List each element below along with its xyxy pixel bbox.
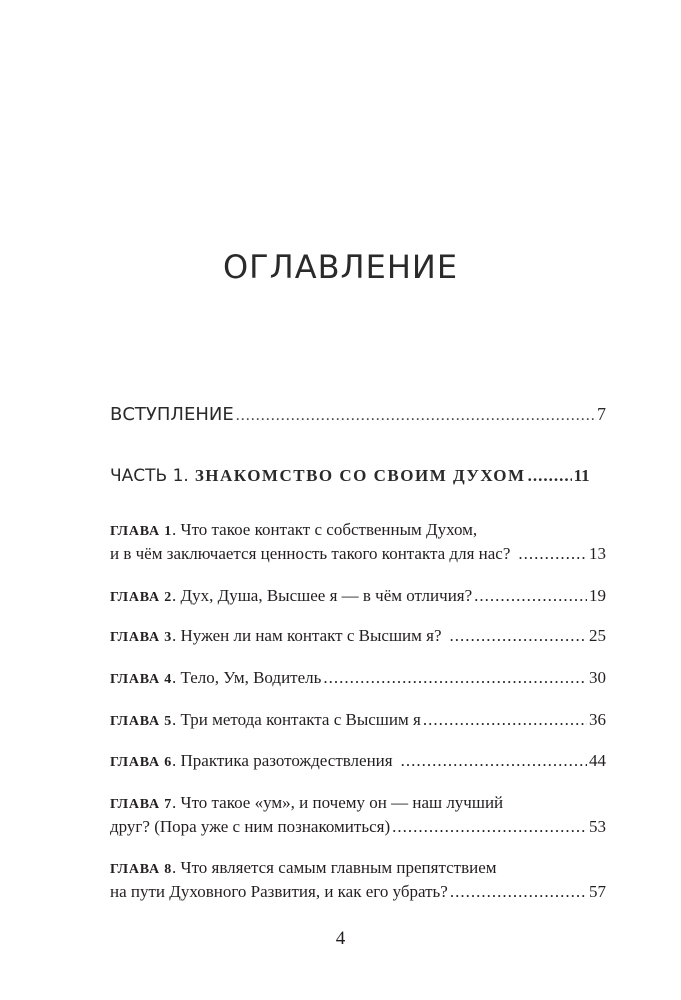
chapter-page-number: 57 — [589, 882, 606, 901]
page-number: 4 — [335, 928, 346, 949]
toc-entry-chapter-6[interactable]: ГЛАВА 6. Практика разотождествления ..... 44 — [110, 751, 606, 771]
toc-entry-chapter-8-line1[interactable]: ГЛАВА 8. Что является самым главным препятствием — [110, 858, 497, 877]
chapter-title: Три метода контакта с Высшим я — [180, 710, 421, 729]
chapter-title: Нужен ли нам контакт с Высшим я? — [180, 626, 442, 645]
toc-entry-chapter-7-line1[interactable]: ГЛАВА 7. Что такое «ум», и почему он — наш лучший — [110, 793, 504, 812]
chapter-title: Тело, Ум, Водитель — [180, 668, 322, 687]
chapter-page-number: 53 — [589, 817, 606, 836]
chapter-label: ГЛАВА 1 — [110, 524, 173, 539]
part-name: ЗНАКОМСТВО СО СВОИМ ДУХОМ — [194, 466, 526, 485]
part-page-number: 11 — [573, 466, 590, 485]
toc-entry-chapter-1-line1[interactable]: ГЛАВА 1. Что такое контакт с собственным Духом, — [110, 520, 478, 539]
toc-entry-chapter-5[interactable]: ГЛАВА 5. Три метода контакта с Высшим я ..... 36 — [110, 710, 606, 730]
chapter-label: ГЛАВА 4 — [110, 672, 173, 687]
chapter-title-line2: на пути Духовного Развития, и как его убрать? — [110, 882, 448, 901]
chapter-title: Практика разотождествления — [180, 751, 393, 770]
chapter-label: ГЛАВА 8 — [110, 862, 173, 877]
chapter-label: ГЛАВА 6 — [110, 755, 173, 770]
chapter-title-line1: Что такое контакт с собственным Духом, — [180, 520, 478, 539]
toc-entry-intro[interactable] — [110, 404, 606, 425]
chapter-title: Дух, Душа, Высшее я — в чём отличия? — [180, 586, 473, 605]
chapter-page-number: 44 — [589, 751, 606, 770]
toc-entry-chapter-8-line2[interactable] — [110, 882, 606, 902]
leader-dots — [236, 407, 595, 425]
toc-entry-chapter-1-line2[interactable] — [110, 544, 606, 564]
intro-label: ВСТУПЛЕНИЕ — [110, 404, 234, 425]
toc-entry-chapter-2[interactable]: ГЛАВА 2. Дух, Душа, Высшее я — в чём отличия? ..... 19 — [110, 586, 606, 606]
chapter-page-number: 25 — [589, 626, 606, 645]
leader-dots — [474, 586, 587, 606]
leader-dots — [423, 710, 587, 730]
leader-dots — [528, 466, 572, 486]
chapter-label: ГЛАВА 5 — [110, 714, 173, 729]
part-label: ЧАСТЬ 1. — [110, 466, 189, 486]
page-title: ОГЛАВЛЕНИЕ — [222, 248, 459, 286]
chapter-page-number: 36 — [589, 710, 606, 729]
toc-entry-chapter-7-line2[interactable] — [110, 817, 606, 837]
leader-dots — [392, 817, 587, 837]
chapter-title-line1: Что такое «ум», и почему он — наш лучший — [180, 793, 504, 812]
leader-dots — [518, 544, 587, 564]
leader-dots — [450, 626, 587, 646]
chapter-page-number: 30 — [589, 668, 606, 687]
chapter-label: ГЛАВА 2 — [110, 590, 173, 605]
leader-dots — [401, 751, 587, 771]
toc-entry-chapter-3[interactable]: ГЛАВА 3. Нужен ли нам контакт с Высшим я? ..... 25 — [110, 626, 606, 646]
chapter-title-line1: Что является самым главным препятствием — [180, 858, 497, 877]
toc-entry-chapter-4[interactable]: ГЛАВА 4. Тело, Ум, Водитель ..... 30 — [110, 668, 606, 688]
chapter-title-line2: друг? (Пора уже с ним познакомиться) — [110, 817, 391, 836]
chapter-label: ГЛАВА 3 — [110, 630, 173, 645]
chapter-label: ГЛАВА 7 — [110, 797, 173, 812]
leader-dots — [450, 882, 587, 902]
chapter-page-number: 13 — [589, 544, 606, 563]
toc-entry-part-1[interactable] — [110, 466, 606, 486]
chapter-page-number: 19 — [589, 586, 606, 605]
leader-dots — [323, 668, 587, 688]
intro-page-number: 7 — [597, 404, 606, 424]
chapter-title-line2: и в чём заключается ценность такого контакта для нас? — [110, 544, 511, 563]
